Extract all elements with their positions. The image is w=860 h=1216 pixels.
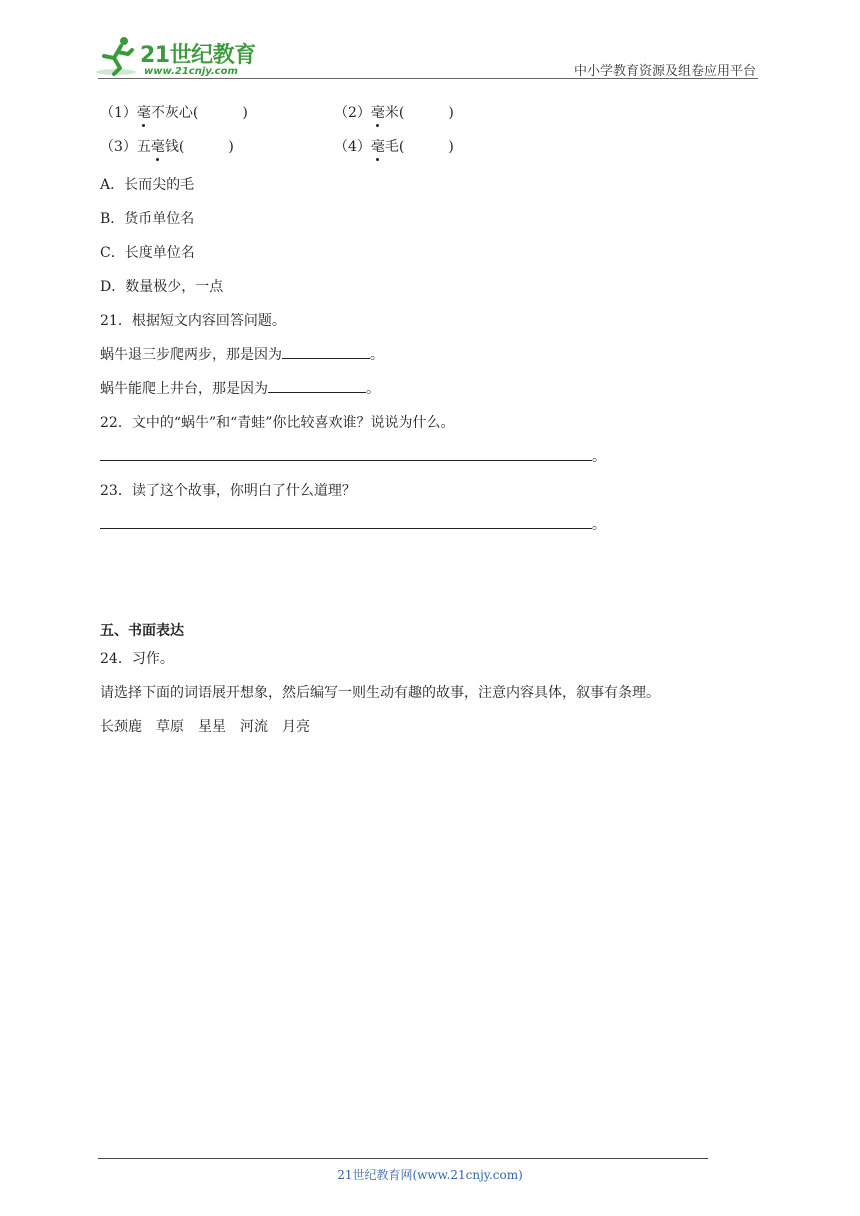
word-item: 草原 [156, 719, 184, 735]
option-2: （2）毫米( ) [334, 102, 454, 122]
option-4: （4）毫毛( ) [334, 136, 454, 156]
choice-d: D．数量极少，一点 [100, 279, 224, 295]
word-item: 月亮 [282, 719, 310, 735]
word-item: 星星 [198, 719, 226, 735]
header-divider [98, 78, 758, 79]
question-21-title: 21．根据短文内容回答问题。 [100, 313, 286, 329]
choice-a: A．长而尖的毛 [100, 177, 195, 193]
logo [94, 34, 264, 80]
logo-url: www.21cnjy.com [144, 66, 238, 77]
emphasis-dot: 毫 [371, 102, 385, 122]
question-21-line-1: 蜗牛退三步爬两步，那是因为 。 [100, 344, 384, 364]
footer-divider [98, 1158, 708, 1159]
option-1: （1）毫不灰心( ) [100, 102, 248, 122]
question-22-answer-line: 。 [100, 446, 606, 466]
emphasis-dot: 毫 [371, 136, 385, 156]
emphasis-dot: 毫 [137, 102, 151, 122]
question-21-line-2: 蜗牛能爬上井台，那是因为 。 [100, 378, 380, 398]
emphasis-dot: 毫 [151, 136, 165, 156]
answer-blank[interactable] [282, 344, 370, 359]
answer-blank[interactable] [100, 446, 592, 461]
question-23-title: 23．读了这个故事，你明白了什么道理？ [100, 483, 356, 499]
runner-icon [94, 34, 140, 78]
word-list [100, 716, 310, 736]
choice-b: B．货币单位名 [100, 211, 195, 227]
footer-text[interactable]: 21世纪教育网(www.21cnjy.com) [337, 1168, 523, 1182]
question-24-title: 24．习作。 [100, 651, 174, 667]
header-platform-text: 中小学教育资源及组卷应用平台 [573, 64, 756, 79]
choice-c: C．长度单位名 [100, 245, 195, 261]
option-3: （3）五毫钱( ) [100, 136, 234, 156]
section-5-title: 五、书面表达 [100, 623, 184, 639]
answer-blank[interactable] [100, 514, 592, 529]
word-item: 河流 [240, 719, 268, 735]
logo-text: 21世纪教育 [140, 43, 256, 68]
question-22-title: 22．文中的“蜗牛”和“青蛙”你比较喜欢谁？说说为什么。 [100, 415, 455, 431]
answer-blank[interactable] [268, 378, 366, 393]
word-item: 长颈鹿 [100, 719, 142, 735]
question-23-answer-line: 。 [100, 514, 606, 534]
question-24-instruction: 请选择下面的词语展开想象，然后编写一则生动有趣的故事，注意内容具体，叙事有条理。 [100, 685, 660, 701]
